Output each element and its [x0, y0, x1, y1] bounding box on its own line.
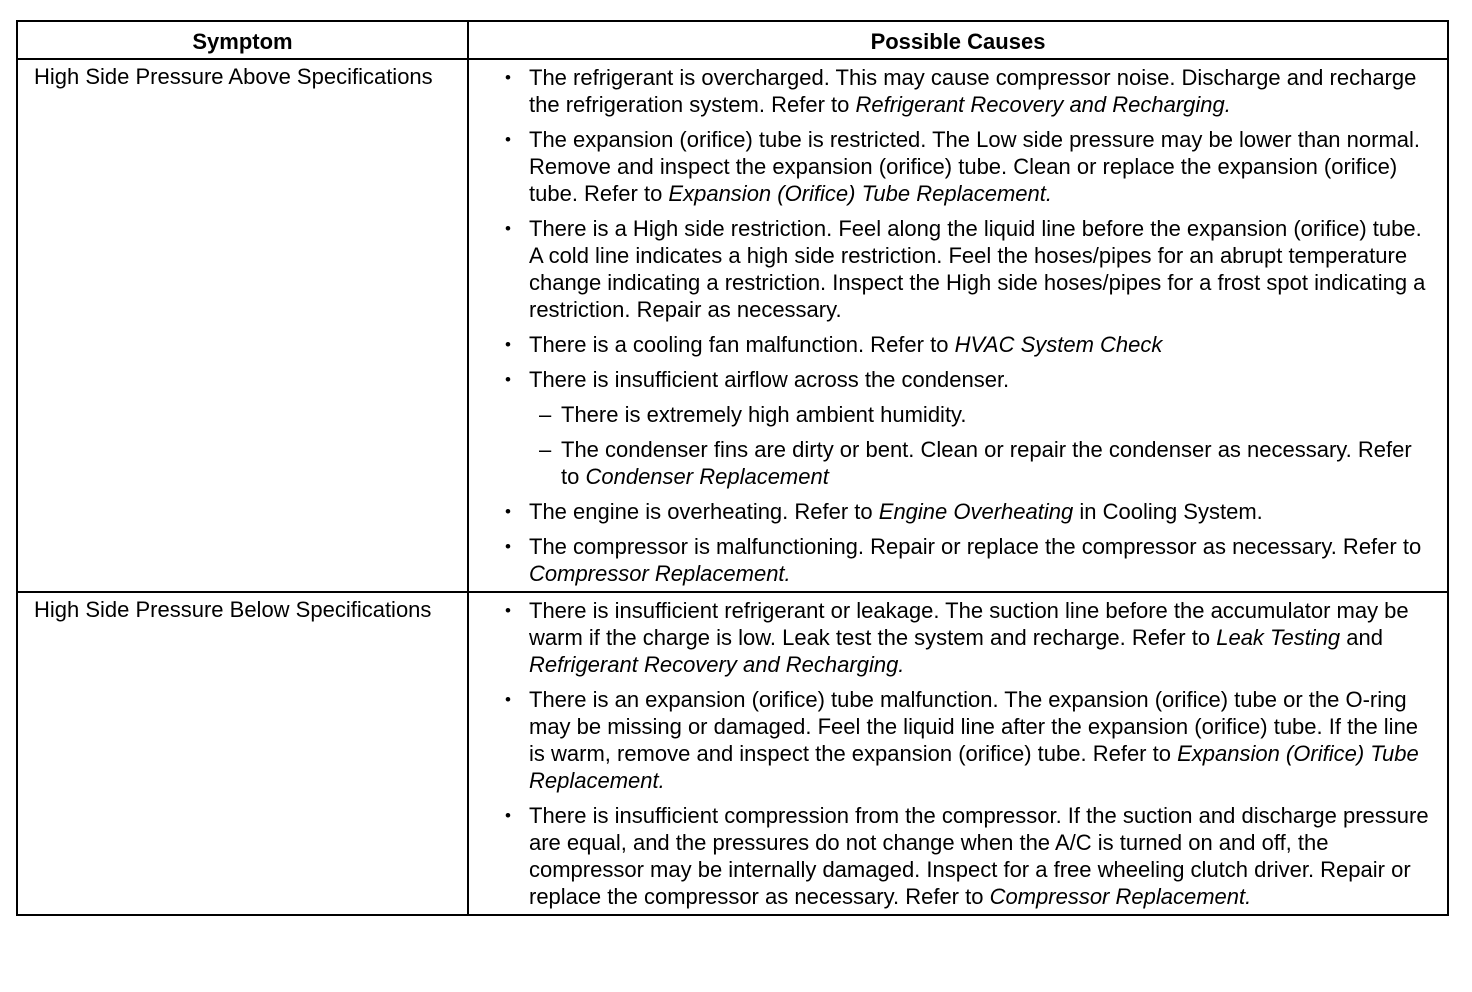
- cross-reference: Expansion (Orifice) Tube Replacement.: [529, 741, 1419, 793]
- symptom-cell: High Side Pressure Below Specifications: [17, 592, 468, 915]
- header-row: [17, 21, 1448, 59]
- cross-reference: HVAC System Check: [954, 332, 1163, 357]
- cause-text: The refrigerant is overcharged. This may cause compressor noise. Discharge and recharge the refrigeration system. Refer to: [529, 65, 1417, 117]
- sub-cause-list: [529, 401, 1435, 490]
- causes-header: Possible Causes: [468, 21, 1448, 59]
- list-item: [469, 498, 1435, 525]
- cross-reference: Expansion (Orifice) Tube Replacement.: [668, 181, 1052, 206]
- cause-text: The engine is overheating. Refer to: [529, 499, 879, 524]
- list-item: [469, 366, 1435, 490]
- causes-cell: [468, 592, 1448, 915]
- cause-text: There is a High side restriction. Feel along the liquid line before the expansion (orifice) tube. A cold line indicates a high side restriction. Feel the hoses/pipes for an abrupt temperature change indicating a restriction. Inspect the High side hoses/pipes for a frost spot indicating a restriction. Repair as necessary.: [529, 216, 1426, 322]
- cause-list: [469, 597, 1435, 910]
- cause-text: The expansion (orifice) tube is restricted. The Low side pressure may be lower than normal. Remove and inspect the expansion (orifice) tube. Clean or replace the expansion (orifice) tube. Refer to: [529, 127, 1421, 206]
- sub-list-item: [529, 401, 1435, 428]
- list-item: [469, 215, 1435, 323]
- symptom-cell: High Side Pressure Above Specifications: [17, 59, 468, 592]
- table-row: [17, 59, 1448, 592]
- causes-cell: [468, 59, 1448, 592]
- list-item: [469, 126, 1435, 207]
- table-row: [17, 592, 1448, 915]
- sub-list-item: [529, 436, 1435, 490]
- troubleshooting-table: [16, 20, 1449, 916]
- cause-text: There is insufficient compression from the compressor. If the suction and discharge pressure are equal, and the pressures do not change when the A/C is turned on and off, the compressor may be internally damaged. Inspect for a free wheeling clutch driver. Repair or replace the compressor as necessary. Refer to: [529, 803, 1429, 909]
- sub-cause-text: The condenser fins are dirty or bent. Clean or repair the condenser as necessary. Refer to: [561, 437, 1412, 489]
- cause-text: There is insufficient airflow across the condenser.: [529, 367, 1010, 392]
- cause-text: The compressor is malfunctioning. Repair or replace the compressor as necessary. Refer to: [529, 534, 1422, 559]
- cause-list: [469, 64, 1435, 587]
- cause-text: There is a cooling fan malfunction. Refer to: [529, 332, 955, 357]
- list-item: [469, 802, 1435, 910]
- list-item: [469, 533, 1435, 587]
- cross-reference: Refrigerant Recovery and Recharging.: [855, 92, 1231, 117]
- symptom-header: Symptom: [17, 21, 468, 59]
- cause-text: There is insufficient refrigerant or leakage. The suction line before the accumulator may be warm if the charge is low. Leak test the system and recharge. Refer to: [529, 598, 1409, 650]
- cross-reference: Compressor Replacement.: [989, 884, 1252, 909]
- cross-reference: Compressor Replacement.: [529, 561, 791, 586]
- list-item: [469, 686, 1435, 794]
- list-item: [469, 331, 1435, 358]
- cause-text-after: in Cooling System.: [1073, 499, 1263, 524]
- list-item: [469, 597, 1435, 678]
- cause-text-mid: and: [1340, 625, 1383, 650]
- cross-reference: Leak Testing: [1216, 625, 1341, 650]
- cross-reference: Engine Overheating: [878, 499, 1074, 524]
- cross-reference: Refrigerant Recovery and Recharging.: [529, 652, 905, 677]
- cross-reference: Condenser Replacement: [585, 464, 829, 489]
- list-item: [469, 64, 1435, 118]
- cause-text: There is an expansion (orifice) tube malfunction. The expansion (orifice) tube or the O-ring may be missing or damaged. Feel the liquid line after the expansion (orifice) tube. If the line is warm, remove and inspect the expansion (orifice) tube. Refer to: [529, 687, 1419, 766]
- sub-cause-text: There is extremely high ambient humidity.: [561, 402, 967, 427]
